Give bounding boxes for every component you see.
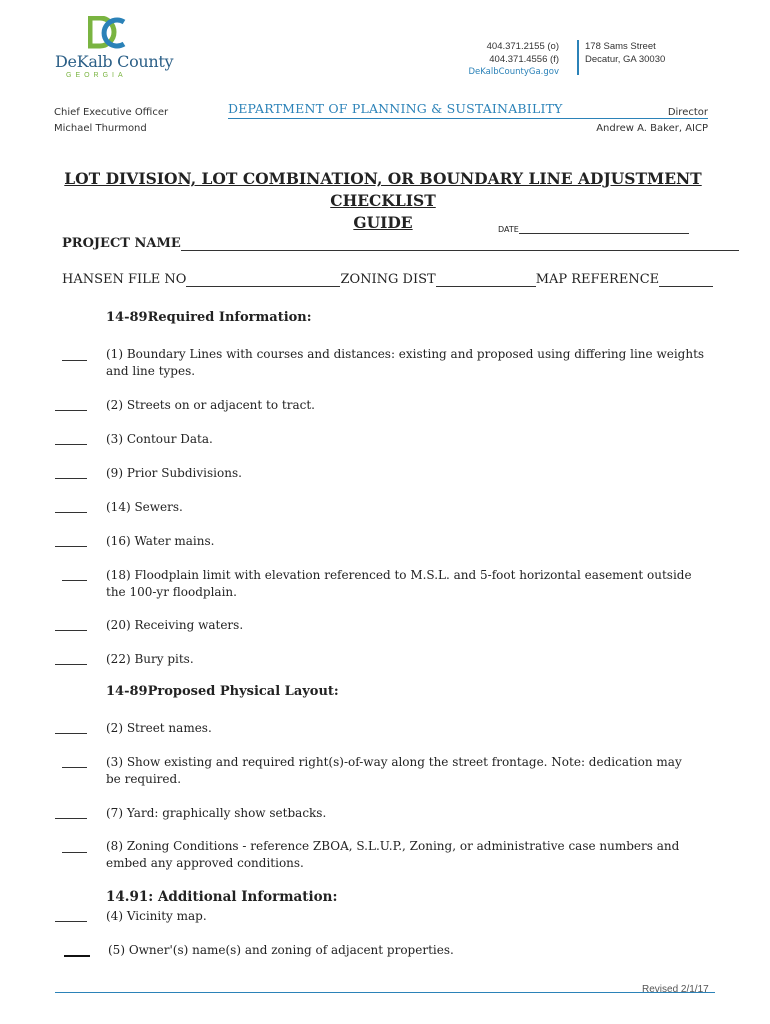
- checkbox-line[interactable]: [55, 478, 87, 479]
- file-reference-row: [62, 272, 713, 287]
- project-name-blank[interactable]: [181, 239, 739, 251]
- section-heading-layout: 14-89Proposed Physical Layout:: [106, 684, 339, 699]
- checklist-item: (18) Floodplain limit with elevation referenced to M.S.L. and 5-foot horizontal easement outside the 100-yr floodplain.: [106, 568, 692, 599]
- checkbox-line[interactable]: [55, 664, 87, 665]
- checklist-item: (2) Streets on or adjacent to tract.: [106, 398, 315, 412]
- checkbox-line[interactable]: [55, 818, 87, 819]
- website-link[interactable]: DeKalbCountyGa.gov: [468, 67, 559, 77]
- checklist-item: (20) Receiving waters.: [106, 618, 244, 632]
- checklist-item: (1) Boundary Lines with courses and distances: existing and proposed using differing line weights and line types.: [106, 347, 705, 378]
- checklist-item: (7) Yard: graphically show setbacks.: [106, 806, 327, 820]
- address-line-2: Decatur, GA 30030: [585, 54, 666, 65]
- checklist-item: (8) Zoning Conditions - reference ZBOA, S.L.U.P., Zoning, or administrative case numbers and embed any approved conditions.: [106, 839, 680, 870]
- checkbox-line[interactable]: [55, 733, 87, 734]
- checklist-item: (4) Vicinity map.: [106, 909, 207, 923]
- footer-rule: [55, 992, 715, 993]
- zoning-blank[interactable]: [436, 275, 536, 287]
- title-line-2: GUIDE: [353, 213, 413, 232]
- checkbox-line[interactable]: [62, 580, 87, 581]
- checkbox-line[interactable]: [55, 444, 87, 445]
- section-heading-required: 14-89Required Information:: [106, 310, 312, 325]
- revision-date: Revised 2/1/17: [642, 984, 709, 995]
- checkbox-line[interactable]: [55, 512, 87, 513]
- checklist-item: (5) Owner'(s) name(s) and zoning of adjacent properties.: [108, 943, 454, 957]
- checkbox-line[interactable]: [55, 630, 87, 631]
- checklist-item: (3) Contour Data.: [106, 432, 213, 446]
- title-line-1: LOT DIVISION, LOT COMBINATION, OR BOUNDARY LINE ADJUSTMENT CHECKLIST: [64, 169, 702, 210]
- contact-address: [585, 40, 665, 66]
- section-heading-additional: 14.91: Additional Information:: [106, 889, 338, 905]
- checklist-item: (3) Show existing and required right(s)-of-way along the street frontage. Note: dedication may be required.: [106, 755, 682, 786]
- date-label: DATE: [498, 225, 519, 234]
- project-name-label: PROJECT NAME: [62, 236, 181, 251]
- checkbox-line[interactable]: [55, 921, 87, 922]
- director-name: Andrew A. Baker, AICP: [596, 123, 708, 134]
- checkbox-line[interactable]: [55, 410, 87, 411]
- logo-name: DeKalb County: [55, 52, 174, 71]
- zoning-label: ZONING DIST: [340, 272, 436, 287]
- contact-phones: [468, 40, 559, 79]
- checkbox-line[interactable]: [64, 955, 90, 957]
- project-name-field[interactable]: [62, 236, 739, 251]
- ceo-name: Michael Thurmond: [54, 123, 147, 134]
- dekalb-county-logo-icon: [88, 16, 128, 52]
- checklist-item: (9) Prior Subdivisions.: [106, 466, 242, 480]
- map-reference-label: MAP REFERENCE: [535, 272, 660, 287]
- phone-office: 404.371.2155 (o): [486, 41, 559, 52]
- checkbox-line[interactable]: [55, 546, 87, 547]
- checklist-item: (2) Street names.: [106, 721, 212, 735]
- logo-subtitle: GEORGIA: [66, 72, 127, 79]
- department-name: DEPARTMENT OF PLANNING & SUSTAINABILITY: [228, 101, 563, 116]
- map-reference-blank[interactable]: [659, 275, 713, 287]
- contact-divider: [577, 40, 579, 75]
- hansen-blank[interactable]: [186, 275, 340, 287]
- director-block: [596, 105, 708, 137]
- checkbox-line[interactable]: [62, 767, 87, 768]
- checklist-item: (14) Sewers.: [106, 500, 183, 514]
- checkbox-line[interactable]: [62, 360, 87, 361]
- hansen-label: HANSEN FILE NO: [62, 272, 187, 287]
- date-field[interactable]: [498, 224, 689, 234]
- ceo-block: [54, 105, 168, 137]
- ceo-title: Chief Executive Officer: [54, 107, 169, 118]
- checkbox-line[interactable]: [62, 852, 87, 853]
- director-title: Director: [667, 107, 708, 118]
- date-blank[interactable]: [519, 224, 689, 234]
- checklist-item: (22) Bury pits.: [106, 652, 194, 666]
- checklist-item: (16) Water mains.: [106, 534, 215, 548]
- phone-fax: 404.371.4556 (f): [489, 54, 559, 65]
- address-line-1: 178 Sams Street: [585, 41, 656, 52]
